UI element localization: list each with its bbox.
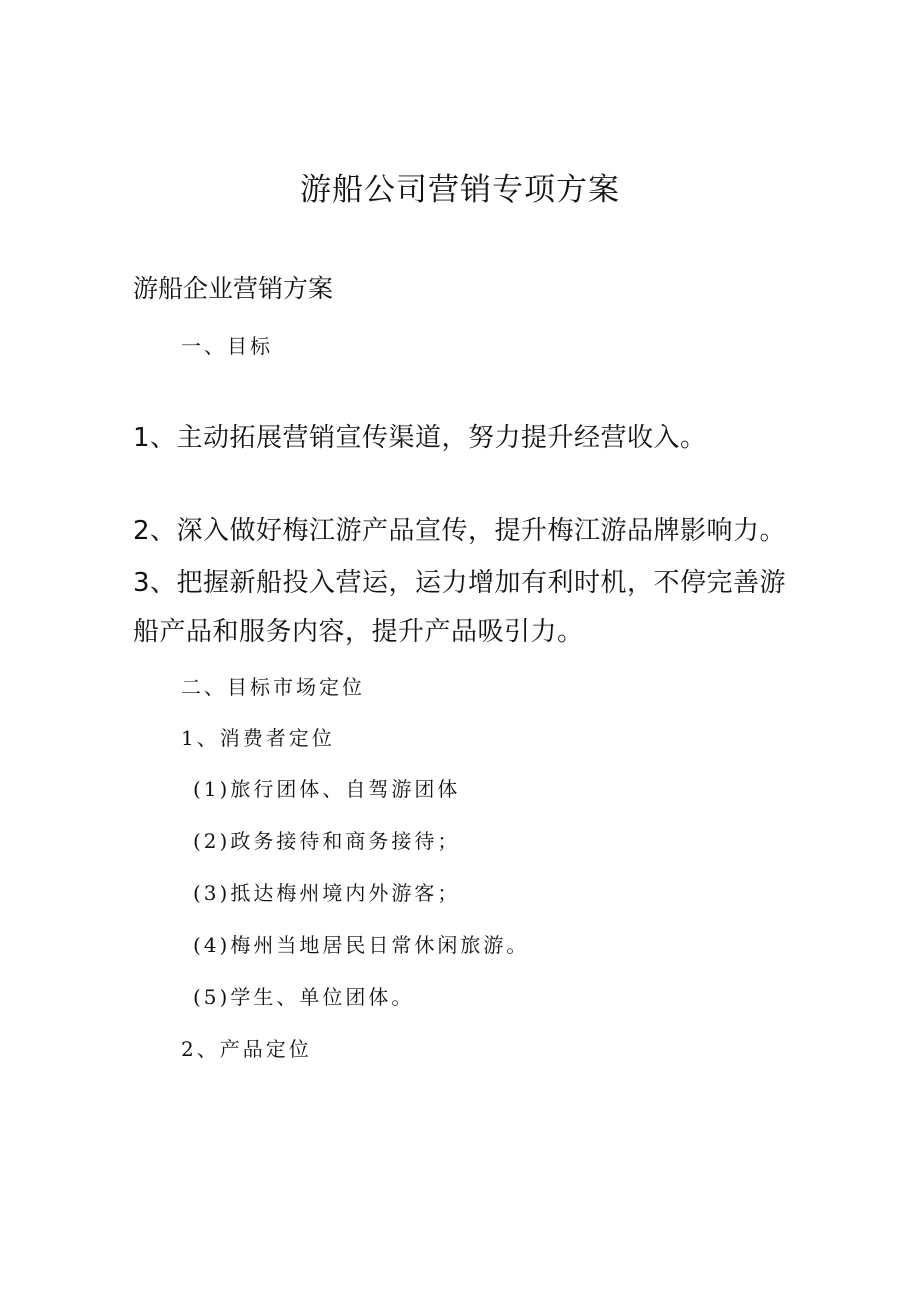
subsection-heading-product: 2、产品定位	[181, 1037, 312, 1061]
consumer-list-item: (3)抵达梅州境内外游客；	[193, 881, 461, 905]
consumer-list-item: (5)学生、单位团体。	[193, 985, 415, 1009]
consumer-list-item: (2)政务接待和商务接待；	[193, 829, 461, 853]
document-title: 游船公司营销专项方案	[300, 172, 620, 208]
consumer-list-item: (1)旅行团体、自驾游团体	[193, 777, 461, 801]
goal-item: 3、把握新船投入营运，运力增加有利时机，不停完善游	[133, 568, 787, 598]
section-heading-market: 二、目标市场定位	[181, 675, 365, 699]
subsection-heading-consumer: 1、消费者定位	[181, 726, 335, 750]
goal-item: 1、主动拓展营销宣传渠道，努力提升经营收入。	[133, 423, 707, 453]
goal-item-continuation: 船产品和服务内容，提升产品吸引力。	[133, 617, 584, 647]
section-heading-goals: 一、目标	[181, 334, 273, 358]
document-subtitle: 游船企业营销方案	[133, 274, 334, 303]
goal-item: 2、深入做好梅江游产品宣传，提升梅江游品牌影响力。	[133, 516, 787, 546]
consumer-list-item: (4)梅州当地居民日常休闲旅游。	[193, 933, 530, 957]
